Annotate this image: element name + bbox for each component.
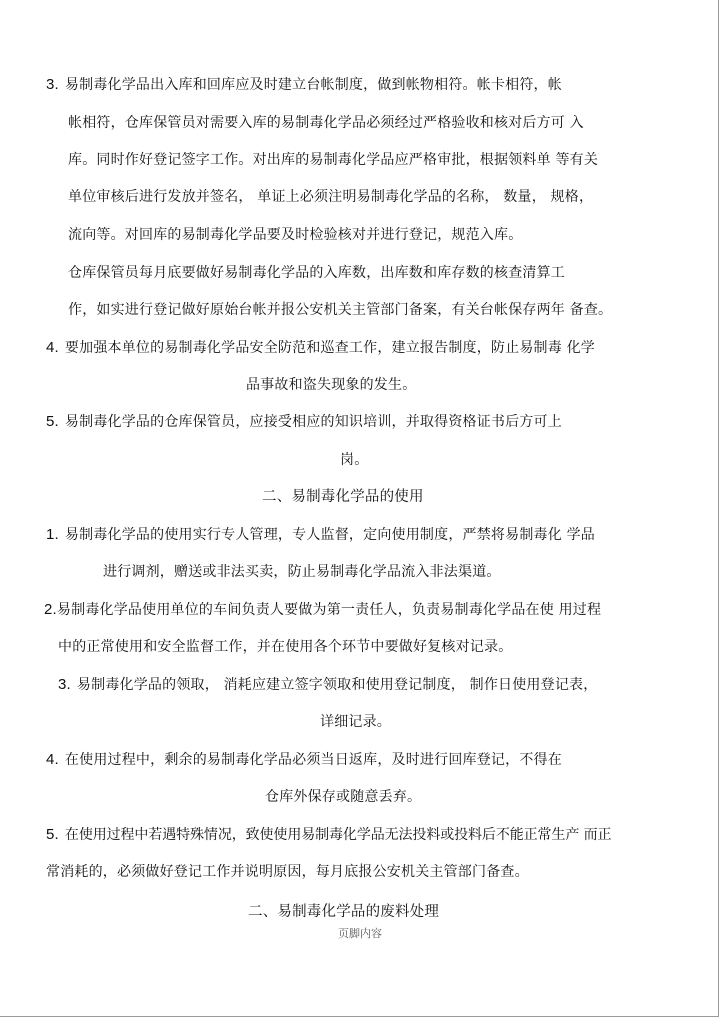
usage-clause-1-line-2: [103, 562, 501, 582]
clause-3-line-1: [46, 75, 562, 95]
usage-clause-3-line-2: [320, 712, 391, 732]
line-text: 中的正常使用和安全监督工作，并在使用各个环节中要做好复核对记录。: [58, 639, 513, 655]
clause-3-line-3: [68, 150, 598, 170]
heading-text: 二、易制毒化学品的废料处理: [248, 904, 440, 920]
line-text: 仓库保管员每月底要做好易制毒化学品的入库数，出库数和库存数的核查清算工: [68, 265, 565, 281]
line-text: 易制毒化学品出入库和回库应及时建立台帐制度，做到帐物相符。帐卡相符，帐: [64, 77, 562, 93]
list-number: 4.: [46, 339, 59, 356]
page-footer: 页脚内容: [338, 927, 382, 940]
list-number: 2.: [44, 601, 57, 618]
line-text: 易制毒化学品的仓库保管员，应接受相应的知识培训，并取得资格证书后方可上: [64, 414, 562, 430]
list-number: 3.: [58, 676, 71, 693]
line-text: 在使用过程中，剩余的易制毒化学品必须当日返库，及时进行回库登记，不得在: [64, 752, 562, 768]
line-text: 单位审核后进行发放并签名， 单证上必须注明易制毒化学品的名称， 数量， 规格，: [68, 189, 594, 205]
clause-5-line-2: [340, 450, 368, 470]
clause-3-line-6: [68, 263, 565, 283]
line-text: 进行调剂，赠送或非法买卖，防止易制毒化学品流入非法渠道。: [103, 564, 501, 580]
list-number: 1.: [46, 526, 59, 543]
heading-text: 二、易制毒化学品的使用: [262, 489, 424, 505]
line-text: 常消耗的，必须做好登记工作并说明原因，每月底报公安机关主管部门备查。: [46, 864, 529, 880]
line-text: 易制毒化学品使用单位的车间负责人要做为第一责任人，负责易制毒化学品在使 用过程: [56, 602, 602, 618]
line-text: 仓库外保存或随意丢弃。: [265, 789, 422, 805]
list-number: 5.: [46, 413, 59, 430]
clause-4-line-2: [246, 375, 416, 395]
line-text: 要加强本单位的易制毒化学品安全防范和巡查工作，建立报告制度，防止易制毒 化学: [64, 340, 595, 356]
line-text: 易制毒化学品的使用实行专人管理，专人监督，定向使用制度，严禁将易制毒化 学品: [64, 527, 595, 543]
line-text: 详细记录。: [320, 714, 391, 730]
line-text: 帐相符，仓库保管员对需要入库的易制毒化学品必须经过严格验收和核对后方可 入: [68, 115, 584, 131]
usage-clause-5-line-1: [46, 825, 611, 845]
line-text: 易制毒化学品的领取， 消耗应建立签字领取和使用登记制度， 制作日使用登记表，: [76, 677, 598, 693]
section-heading-usage: [262, 487, 424, 507]
usage-clause-1-line-1: [46, 525, 595, 545]
list-number: 4.: [46, 751, 59, 768]
clause-3-line-7: [68, 300, 612, 320]
line-text: 流向等。对回库的易制毒化学品要及时检验核对并进行登记，规范入库。: [68, 227, 523, 243]
clause-3-line-4: [68, 187, 593, 207]
line-text: 在使用过程中若遇特殊情况，致使使用易制毒化学品无法投料或投料后不能正常生产 而正: [64, 827, 612, 843]
line-text: 品事故和盗失现象的发生。: [246, 377, 417, 393]
usage-clause-3-line-1: [58, 675, 597, 695]
usage-clause-4-line-1: [46, 750, 562, 770]
clause-4-line-1: [46, 338, 595, 358]
clause-5-line-1: [46, 412, 562, 432]
section-heading-waste: [248, 902, 439, 922]
usage-clause-4-line-2: [265, 787, 421, 807]
usage-clause-2-line-2: [58, 637, 512, 657]
clause-3-line-5: [68, 225, 522, 245]
line-text: 作，如实进行登记做好原始台帐并报公安机关主管部门备案，有关台帐保存两年 备查。: [68, 302, 613, 318]
list-number: 3.: [46, 76, 59, 93]
usage-clause-5-line-2: [46, 862, 529, 882]
line-text: 岗。: [340, 452, 369, 468]
line-text: 库。同时作好登记签字工作。对出库的易制毒化学品应严格审批，根据领料单 等有关: [68, 152, 599, 168]
usage-clause-2-line-1: [44, 600, 601, 620]
list-number: 5.: [46, 826, 59, 843]
clause-3-line-2: [68, 113, 584, 133]
